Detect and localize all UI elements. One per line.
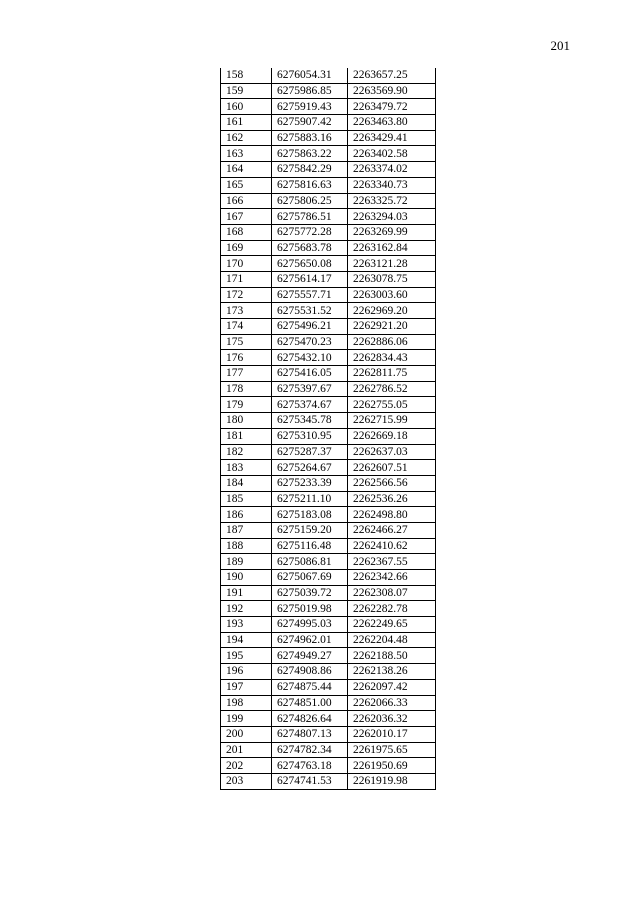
table-row bbox=[221, 632, 436, 648]
table-row bbox=[221, 538, 436, 554]
x-coordinate-cell: 6274741.53 bbox=[272, 773, 348, 789]
x-coordinate-cell: 6275116.48 bbox=[272, 538, 348, 554]
x-coordinate-cell: 6275159.20 bbox=[272, 522, 348, 538]
table-row bbox=[221, 209, 436, 225]
table-row bbox=[221, 570, 436, 586]
point-number-cell: 169 bbox=[221, 240, 272, 256]
point-number-cell: 183 bbox=[221, 460, 272, 476]
x-coordinate-cell: 6275883.16 bbox=[272, 130, 348, 146]
table-row bbox=[221, 648, 436, 664]
y-coordinate-cell: 2262204.48 bbox=[348, 632, 436, 648]
point-number-cell: 163 bbox=[221, 146, 272, 162]
point-number-cell: 170 bbox=[221, 256, 272, 272]
table-row bbox=[221, 115, 436, 131]
y-coordinate-cell: 2262607.51 bbox=[348, 460, 436, 476]
x-coordinate-cell: 6274995.03 bbox=[272, 617, 348, 633]
point-number-cell: 171 bbox=[221, 271, 272, 287]
y-coordinate-cell: 2263121.28 bbox=[348, 256, 436, 272]
x-coordinate-cell: 6275986.85 bbox=[272, 83, 348, 99]
table-row bbox=[221, 334, 436, 350]
table-row bbox=[221, 397, 436, 413]
x-coordinate-cell: 6275432.10 bbox=[272, 350, 348, 366]
y-coordinate-cell: 2263429.41 bbox=[348, 130, 436, 146]
table-row bbox=[221, 491, 436, 507]
point-number-cell: 187 bbox=[221, 522, 272, 538]
table-row bbox=[221, 240, 436, 256]
point-number-cell: 193 bbox=[221, 617, 272, 633]
page-number: 201 bbox=[550, 38, 570, 53]
coordinates-table-body bbox=[221, 68, 436, 789]
table-row bbox=[221, 428, 436, 444]
y-coordinate-cell: 2262536.26 bbox=[348, 491, 436, 507]
x-coordinate-cell: 6275374.67 bbox=[272, 397, 348, 413]
x-coordinate-cell: 6275287.37 bbox=[272, 444, 348, 460]
y-coordinate-cell: 2262308.07 bbox=[348, 585, 436, 601]
x-coordinate-cell: 6274908.86 bbox=[272, 664, 348, 680]
point-number-cell: 203 bbox=[221, 773, 272, 789]
y-coordinate-cell: 2262566.56 bbox=[348, 475, 436, 491]
x-coordinate-cell: 6275397.67 bbox=[272, 381, 348, 397]
point-number-cell: 185 bbox=[221, 491, 272, 507]
table-row bbox=[221, 711, 436, 727]
table-row bbox=[221, 413, 436, 429]
x-coordinate-cell: 6275496.21 bbox=[272, 319, 348, 335]
y-coordinate-cell: 2262342.66 bbox=[348, 570, 436, 586]
x-coordinate-cell: 6275650.08 bbox=[272, 256, 348, 272]
table-row bbox=[221, 303, 436, 319]
y-coordinate-cell: 2262410.62 bbox=[348, 538, 436, 554]
point-number-cell: 196 bbox=[221, 664, 272, 680]
y-coordinate-cell: 2262969.20 bbox=[348, 303, 436, 319]
point-number-cell: 198 bbox=[221, 695, 272, 711]
y-coordinate-cell: 2262786.52 bbox=[348, 381, 436, 397]
point-number-cell: 192 bbox=[221, 601, 272, 617]
y-coordinate-cell: 2262921.20 bbox=[348, 319, 436, 335]
point-number-cell: 181 bbox=[221, 428, 272, 444]
y-coordinate-cell: 2263340.73 bbox=[348, 177, 436, 193]
x-coordinate-cell: 6275067.69 bbox=[272, 570, 348, 586]
table-row bbox=[221, 130, 436, 146]
table-row bbox=[221, 224, 436, 240]
point-number-cell: 165 bbox=[221, 177, 272, 193]
y-coordinate-cell: 2262010.17 bbox=[348, 726, 436, 742]
y-coordinate-cell: 2263479.72 bbox=[348, 99, 436, 115]
point-number-cell: 162 bbox=[221, 130, 272, 146]
y-coordinate-cell: 2262834.43 bbox=[348, 350, 436, 366]
x-coordinate-cell: 6275907.42 bbox=[272, 115, 348, 131]
point-number-cell: 190 bbox=[221, 570, 272, 586]
y-coordinate-cell: 2262367.55 bbox=[348, 554, 436, 570]
point-number-cell: 201 bbox=[221, 742, 272, 758]
y-coordinate-cell: 2262188.50 bbox=[348, 648, 436, 664]
point-number-cell: 195 bbox=[221, 648, 272, 664]
point-number-cell: 188 bbox=[221, 538, 272, 554]
y-coordinate-cell: 2263569.90 bbox=[348, 83, 436, 99]
table-row bbox=[221, 256, 436, 272]
x-coordinate-cell: 6275531.52 bbox=[272, 303, 348, 319]
point-number-cell: 180 bbox=[221, 413, 272, 429]
table-row bbox=[221, 146, 436, 162]
x-coordinate-cell: 6275470.23 bbox=[272, 334, 348, 350]
x-coordinate-cell: 6275614.17 bbox=[272, 271, 348, 287]
table-row bbox=[221, 366, 436, 382]
point-number-cell: 202 bbox=[221, 758, 272, 774]
y-coordinate-cell: 2263269.99 bbox=[348, 224, 436, 240]
table-row bbox=[221, 271, 436, 287]
x-coordinate-cell: 6275557.71 bbox=[272, 287, 348, 303]
table-row bbox=[221, 444, 436, 460]
point-number-cell: 191 bbox=[221, 585, 272, 601]
y-coordinate-cell: 2262466.27 bbox=[348, 522, 436, 538]
table-row bbox=[221, 287, 436, 303]
x-coordinate-cell: 6275842.29 bbox=[272, 162, 348, 178]
point-number-cell: 159 bbox=[221, 83, 272, 99]
table-row bbox=[221, 460, 436, 476]
table-row bbox=[221, 522, 436, 538]
point-number-cell: 177 bbox=[221, 366, 272, 382]
table-row bbox=[221, 679, 436, 695]
table-row bbox=[221, 475, 436, 491]
y-coordinate-cell: 2263463.80 bbox=[348, 115, 436, 131]
table-row bbox=[221, 68, 436, 83]
x-coordinate-cell: 6274962.01 bbox=[272, 632, 348, 648]
y-coordinate-cell: 2263374.02 bbox=[348, 162, 436, 178]
point-number-cell: 182 bbox=[221, 444, 272, 460]
point-number-cell: 194 bbox=[221, 632, 272, 648]
point-number-cell: 186 bbox=[221, 507, 272, 523]
point-number-cell: 167 bbox=[221, 209, 272, 225]
table-row bbox=[221, 695, 436, 711]
table-row bbox=[221, 162, 436, 178]
y-coordinate-cell: 2263294.03 bbox=[348, 209, 436, 225]
x-coordinate-cell: 6275233.39 bbox=[272, 475, 348, 491]
y-coordinate-cell: 2263325.72 bbox=[348, 193, 436, 209]
point-number-cell: 178 bbox=[221, 381, 272, 397]
x-coordinate-cell: 6275086.81 bbox=[272, 554, 348, 570]
y-coordinate-cell: 2263003.60 bbox=[348, 287, 436, 303]
table-row bbox=[221, 83, 436, 99]
table-row bbox=[221, 617, 436, 633]
x-coordinate-cell: 6275863.22 bbox=[272, 146, 348, 162]
x-coordinate-cell: 6275019.98 bbox=[272, 601, 348, 617]
x-coordinate-cell: 6275264.67 bbox=[272, 460, 348, 476]
point-number-cell: 168 bbox=[221, 224, 272, 240]
table-row bbox=[221, 773, 436, 789]
x-coordinate-cell: 6274782.34 bbox=[272, 742, 348, 758]
x-coordinate-cell: 6276054.31 bbox=[272, 68, 348, 83]
x-coordinate-cell: 6275683.78 bbox=[272, 240, 348, 256]
x-coordinate-cell: 6275039.72 bbox=[272, 585, 348, 601]
table-row bbox=[221, 601, 436, 617]
y-coordinate-cell: 2262498.80 bbox=[348, 507, 436, 523]
x-coordinate-cell: 6274851.00 bbox=[272, 695, 348, 711]
point-number-cell: 189 bbox=[221, 554, 272, 570]
y-coordinate-cell: 2263078.75 bbox=[348, 271, 436, 287]
x-coordinate-cell: 6274763.18 bbox=[272, 758, 348, 774]
point-number-cell: 161 bbox=[221, 115, 272, 131]
table-row bbox=[221, 381, 436, 397]
x-coordinate-cell: 6275816.63 bbox=[272, 177, 348, 193]
y-coordinate-cell: 2261950.69 bbox=[348, 758, 436, 774]
y-coordinate-cell: 2263657.25 bbox=[348, 68, 436, 83]
point-number-cell: 200 bbox=[221, 726, 272, 742]
y-coordinate-cell: 2262886.06 bbox=[348, 334, 436, 350]
table-row bbox=[221, 177, 436, 193]
x-coordinate-cell: 6274826.64 bbox=[272, 711, 348, 727]
x-coordinate-cell: 6275919.43 bbox=[272, 99, 348, 115]
table-row bbox=[221, 99, 436, 115]
y-coordinate-cell: 2262066.33 bbox=[348, 695, 436, 711]
x-coordinate-cell: 6275183.08 bbox=[272, 507, 348, 523]
point-number-cell: 158 bbox=[221, 68, 272, 83]
point-number-cell: 197 bbox=[221, 679, 272, 695]
y-coordinate-cell: 2263162.84 bbox=[348, 240, 436, 256]
coordinates-table bbox=[220, 68, 436, 790]
y-coordinate-cell: 2261975.65 bbox=[348, 742, 436, 758]
x-coordinate-cell: 6275310.95 bbox=[272, 428, 348, 444]
x-coordinate-cell: 6275806.25 bbox=[272, 193, 348, 209]
y-coordinate-cell: 2262811.75 bbox=[348, 366, 436, 382]
x-coordinate-cell: 6275345.78 bbox=[272, 413, 348, 429]
point-number-cell: 164 bbox=[221, 162, 272, 178]
y-coordinate-cell: 2262097.42 bbox=[348, 679, 436, 695]
y-coordinate-cell: 2261919.98 bbox=[348, 773, 436, 789]
x-coordinate-cell: 6275786.51 bbox=[272, 209, 348, 225]
point-number-cell: 179 bbox=[221, 397, 272, 413]
x-coordinate-cell: 6275772.28 bbox=[272, 224, 348, 240]
point-number-cell: 166 bbox=[221, 193, 272, 209]
x-coordinate-cell: 6274949.27 bbox=[272, 648, 348, 664]
point-number-cell: 160 bbox=[221, 99, 272, 115]
table-row bbox=[221, 507, 436, 523]
table-row bbox=[221, 742, 436, 758]
point-number-cell: 174 bbox=[221, 319, 272, 335]
y-coordinate-cell: 2262036.32 bbox=[348, 711, 436, 727]
table-row bbox=[221, 664, 436, 680]
x-coordinate-cell: 6275211.10 bbox=[272, 491, 348, 507]
y-coordinate-cell: 2262669.18 bbox=[348, 428, 436, 444]
point-number-cell: 176 bbox=[221, 350, 272, 366]
point-number-cell: 199 bbox=[221, 711, 272, 727]
table-row bbox=[221, 758, 436, 774]
table-row bbox=[221, 193, 436, 209]
y-coordinate-cell: 2262715.99 bbox=[348, 413, 436, 429]
y-coordinate-cell: 2263402.58 bbox=[348, 146, 436, 162]
x-coordinate-cell: 6274875.44 bbox=[272, 679, 348, 695]
table-row bbox=[221, 350, 436, 366]
table-row bbox=[221, 554, 436, 570]
table-row bbox=[221, 585, 436, 601]
y-coordinate-cell: 2262138.26 bbox=[348, 664, 436, 680]
y-coordinate-cell: 2262282.78 bbox=[348, 601, 436, 617]
x-coordinate-cell: 6274807.13 bbox=[272, 726, 348, 742]
point-number-cell: 175 bbox=[221, 334, 272, 350]
point-number-cell: 172 bbox=[221, 287, 272, 303]
point-number-cell: 173 bbox=[221, 303, 272, 319]
table-row bbox=[221, 319, 436, 335]
x-coordinate-cell: 6275416.05 bbox=[272, 366, 348, 382]
point-number-cell: 184 bbox=[221, 475, 272, 491]
table-row bbox=[221, 726, 436, 742]
y-coordinate-cell: 2262249.65 bbox=[348, 617, 436, 633]
y-coordinate-cell: 2262637.03 bbox=[348, 444, 436, 460]
y-coordinate-cell: 2262755.05 bbox=[348, 397, 436, 413]
